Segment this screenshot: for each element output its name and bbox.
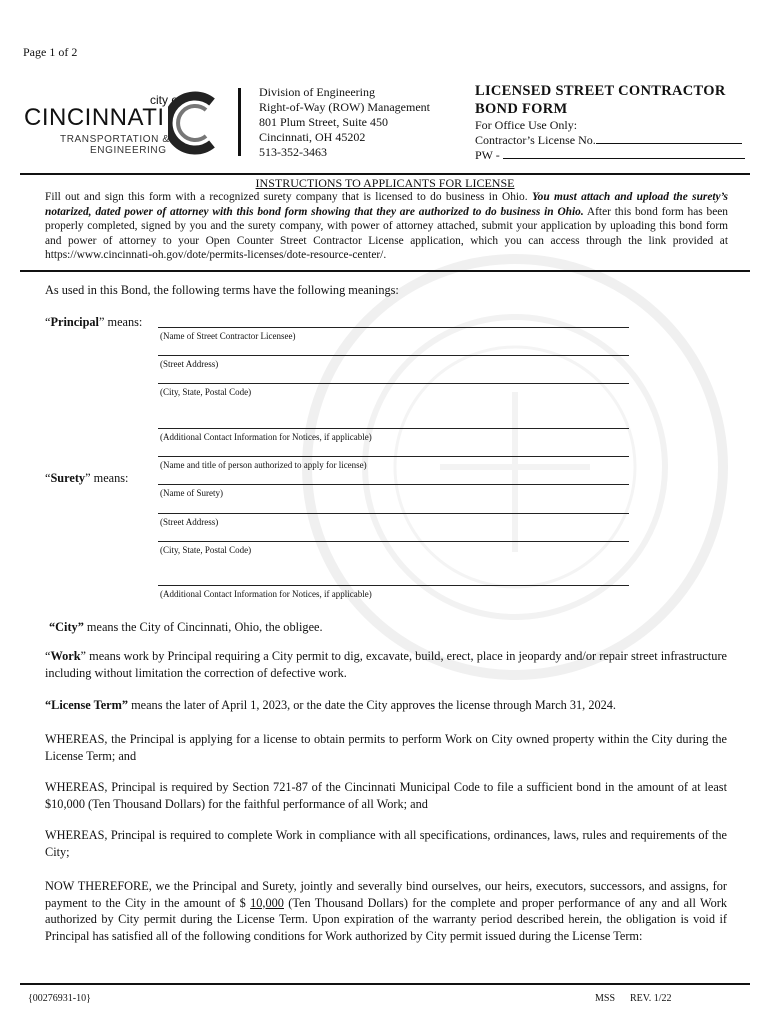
principal-label: “Principal” means: — [45, 315, 143, 329]
surety-street-caption: (Street Address) — [160, 517, 219, 527]
document-id: {00276931-10} — [28, 993, 91, 1004]
header-divider — [238, 88, 241, 156]
surety-street-field[interactable] — [158, 513, 629, 514]
form-title-line1: LICENSED STREET CONTRACTOR — [475, 83, 726, 99]
header-rule — [20, 173, 750, 175]
surety-person-field[interactable] — [158, 456, 629, 457]
surety-city-field[interactable] — [158, 541, 629, 542]
logo-c-emblem-icon — [168, 88, 218, 158]
form-title — [475, 82, 726, 118]
page-number: Page 1 of 2 — [23, 45, 78, 59]
license-term-definition: “License Term” means the later of April 1, 2023, or the date the City approves the license through March 31, 2024. — [45, 698, 616, 712]
principal-street-field[interactable] — [158, 355, 629, 356]
logo-city-of: city of — [150, 93, 182, 107]
surety-label: “Surety” means: — [45, 471, 129, 485]
division-section: Right-of-Way (ROW) Management — [259, 100, 430, 114]
instructions-text — [45, 190, 728, 263]
logo-subtitle-line1: TRANSPORTATION & — [60, 134, 170, 145]
pw-number-field[interactable] — [503, 148, 745, 159]
pw-label: PW - — [475, 148, 500, 162]
office-use-box — [475, 118, 745, 163]
division-street: 801 Plum Street, Suite 450 — [259, 115, 388, 129]
surety-contact-field[interactable] — [158, 585, 629, 586]
division-name: Division of Engineering — [259, 85, 375, 99]
principal-name-caption: (Name of Street Contractor Licensee) — [160, 331, 296, 341]
logo-name: CINCINNATI — [24, 104, 165, 131]
office-use-heading: For Office Use Only: — [475, 118, 578, 132]
footer-initials: MSS — [595, 993, 616, 1004]
surety-person-caption: (Name and title of person authorized to apply for license) — [160, 460, 367, 470]
instructions-part2: After this bond form has been properly completed, signed by you and the surety company, with power of attorney attached, submit your application by uploading this bond form and power of attorney to your Open Counter Street Contractor License application, which you can access through the link provided at https://www.cincinnati-oh.gov/dote/permits-licenses/dote-resource-center/. — [45, 205, 729, 262]
principal-contact-caption: (Additional Contact Information for Notices, if applicable) — [160, 432, 372, 442]
work-definition: “Work” means work by Principal requiring a City permit to dig, excavate, build, erect, place in jeopardy and/or repair street infrastructure including without limitation the correction of defective work. — [45, 649, 727, 680]
principal-city-caption: (City, State, Postal Code) — [160, 387, 252, 397]
whereas-paragraph-3: WHEREAS, Principal is required to complete Work in compliance with all specifications, ordinances, laws, rules and requirements of the City; — [45, 828, 727, 859]
principal-contact-field[interactable] — [158, 428, 629, 429]
surety-name-field[interactable] — [158, 484, 629, 485]
intro-text: As used in this Bond, the following terms have the following meanings: — [45, 283, 399, 297]
principal-name-field[interactable] — [158, 327, 629, 328]
instructions-rule — [20, 270, 750, 272]
city-definition: “City” means the City of Cincinnati, Ohio, the obligee. — [49, 620, 323, 634]
cincinnati-logo — [22, 88, 222, 160]
bond-amount: 10,000 — [250, 895, 284, 910]
logo-subtitle-line2: ENGINEERING — [90, 145, 167, 156]
whereas-paragraph-1: WHEREAS, the Principal is applying for a license to obtain permits to perform Work on City owned property within the City during the License Term; and — [45, 732, 727, 763]
surety-name-caption: (Name of Surety) — [160, 488, 223, 498]
instructions-emphasis: You must attach and upload the surety’s notarized, dated power of attorney with this bond form showing that they are authorized to do business in Ohio. — [45, 191, 728, 218]
license-number-field[interactable] — [596, 133, 742, 144]
principal-street-caption: (Street Address) — [160, 359, 219, 369]
division-city: Cincinnati, OH 45202 — [259, 130, 366, 144]
license-number-label: Contractor’s License No. — [475, 133, 596, 147]
surety-city-caption: (City, State, Postal Code) — [160, 545, 252, 555]
whereas-paragraph-2: WHEREAS, Principal is required by Section 721-87 of the Cincinnati Municipal Code to file a sufficient bond in the amount of at least $10,000 (Ten Thousand Dollars) for the faithful performance of all Work; and — [45, 780, 727, 811]
form-title-line2: BOND FORM — [475, 101, 568, 117]
instructions-part1: Fill out and sign this form with a recognized surety company that is licensed to do business in Ohio. — [45, 191, 532, 203]
surety-contact-caption: (Additional Contact Information for Notices, if applicable) — [160, 589, 372, 599]
now-therefore-paragraph: NOW THEREFORE, we the Principal and Surety, jointly and severally bind ourselves, our heirs, executors, successors, and assigns, for payment to the City in the amount of $ 10,000 (Ten Thousand Dollars) for the complete and proper performance of any and all Work authorized by City permit during the License Term. Upon expiration of the warranty period described herein, the obligation is void if Principal has satisfied all of the following conditions for Work authorized by City permit issued during the License Term: — [45, 879, 727, 943]
division-address — [259, 85, 430, 160]
instructions-title: INSTRUCTIONS TO APPLICANTS FOR LICENSE — [255, 176, 515, 190]
division-phone: 513-352-3463 — [259, 145, 327, 159]
principal-city-field[interactable] — [158, 383, 629, 384]
footer-revision: REV. 1/22 — [630, 993, 672, 1004]
footer-rule — [20, 983, 750, 985]
